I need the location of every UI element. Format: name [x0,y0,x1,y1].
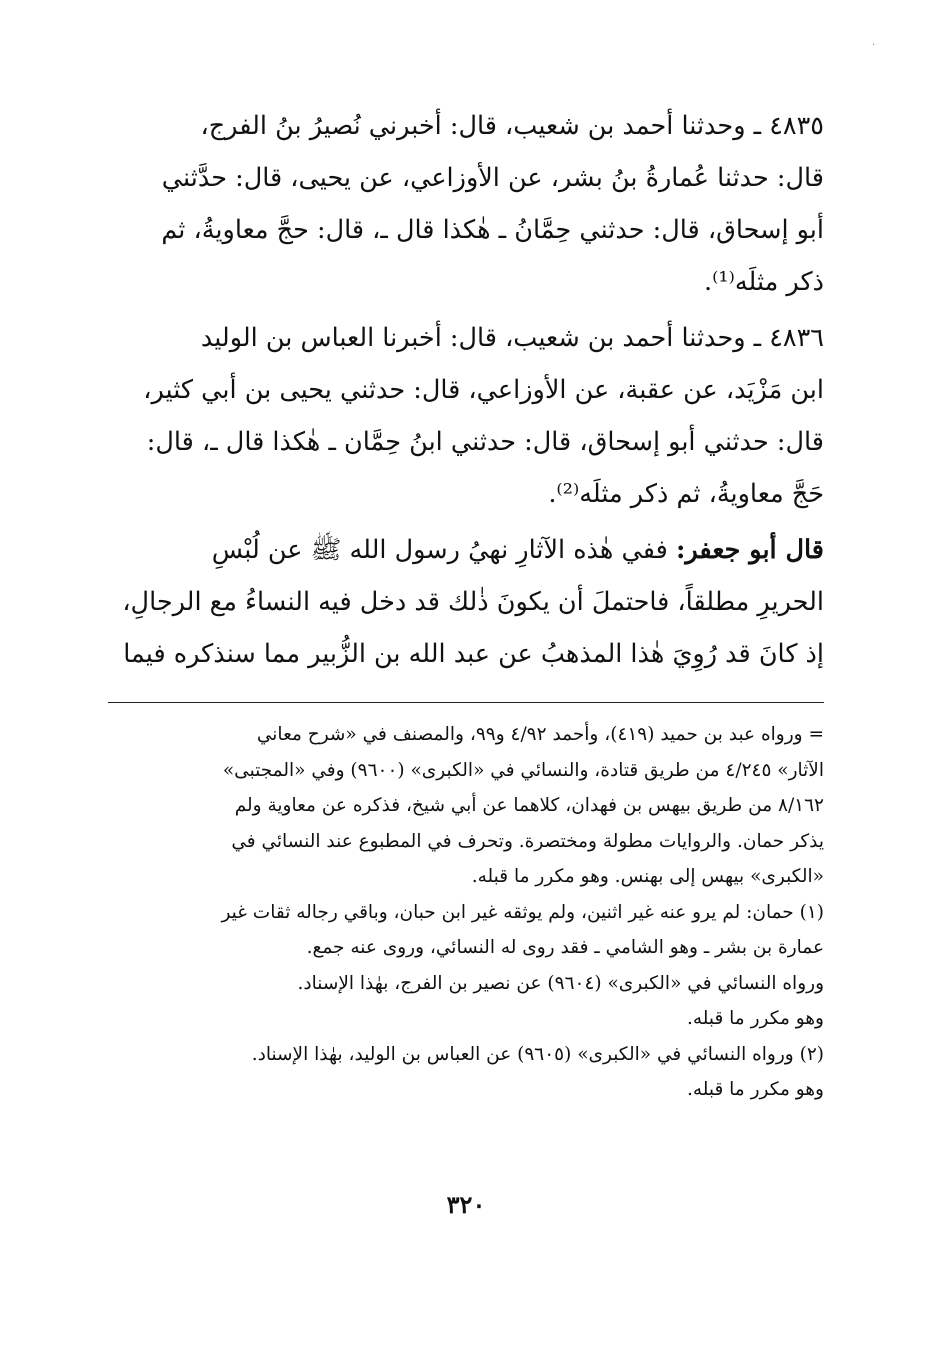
text-line: ٤٨٣٦ ـ وحدثنا أحمد بن شعيب، قال: أخبرنا العباس بن الوليد [200,323,824,353]
footnote-line: وهو مكرر ما قبله. [686,1079,824,1100]
author-lead: قال أبو جعفر: [675,535,824,565]
page-number: ٣٢٠ [446,1190,486,1219]
footnote-line: الآثار» ٤/٢٤٥ من طريق قتادة، والنسائي في «الكبرى» (٩٦٠٠) وفي «المجتبى» [222,759,824,781]
text-line: أبو إسحاق، قال: حدثني حِمَّانُ ـ هٰكذا قال ـ، قال: حجَّ معاويةُ، ثم [161,215,824,245]
footnote-line: = ورواه عبد بن حميد (٤١٩)، وأحمد ٤/٩٢ و٩٩، والمصنف في «شرح معاني [256,724,824,745]
footnotes [108,717,824,1108]
footnote-1 [108,895,824,1037]
main-text [108,100,824,680]
footnote-line: ٨/١٦٢ من طريق بيهس بن فهدان، كلاهما عن أبي شيخ، فذكره عن معاوية ولم [234,795,824,816]
footnote-line: (٢) ورواه النسائي في «الكبرى» (٩٦٠٥) عن العباس بن الوليد، بهٰذا الإسناد. [251,1043,824,1065]
footnote-line: عمارة بن بشر ـ وهو الشامي ـ فقد روى له النسائي، وروى عنه جمع. [306,937,824,958]
footnote-line: يذكر حمان. والروايات مطولة ومختصرة. وتحرف في المطبوع عند النسائي في [231,830,824,852]
text-line: الحريرِ مطلقاً، فاحتملَ أن يكونَ ذٰلك قد دخل فيه النساءُ مع الرجالِ، [122,587,824,617]
text-line: قال: حدثنا عُمارةُ بنُ بشر، عن الأوزاعي، عن يحيى، قال: حدَّثني [161,163,824,193]
corner-mark: · [872,40,876,51]
text-line: ابن مَزْيَد، عن عقبة، عن الأوزاعي، قال: حدثني يحيى بن أبي كثير، [143,375,824,405]
footnote-2 [108,1037,824,1108]
text-line: حَجَّ معاويةُ، ثم ذكر مثلَه⁽²⁾. [548,479,824,509]
page-body [108,100,824,1365]
text-line: ففي هٰذه الآثارِ نهيُ رسول الله ﷺ عن لُبْسِ [211,535,668,565]
hadith-4836 [108,312,824,520]
text-line: ٤٨٣٥ ـ وحدثنا أحمد بن شعيب، قال: أخبرني نُصيرُ بنُ الفرج، [200,111,824,141]
footnote-line: (١) حمان: لم يرو عنه غير اثنين، ولم يوثقه غير ابن حبان، وباقي رجاله ثقات غير [221,901,824,923]
commentary-paragraph [108,524,824,680]
text-line: ذكر مثلَه⁽¹⁾. [703,267,824,297]
footnote-continuation [108,717,824,895]
text-line: قال: حدثني أبو إسحاق، قال: حدثني ابنُ حِمَّان ـ هٰكذا قال ـ، قال: [146,427,824,457]
hadith-4835 [108,100,824,308]
footnote-line: «الكبرى» بيهس إلى بهنس. وهو مكرر ما قبله. [471,866,824,887]
footnote-line: ورواه النسائي في «الكبرى» (٩٦٠٤) عن نصير بن الفرج، بهٰذا الإسناد. [297,972,824,994]
footnote-line: وهو مكرر ما قبله. [686,1008,824,1029]
footnote-divider [108,702,824,703]
text-line: إذ كانَ قد رُوِيَ هٰذا المذهبُ عن عبد الله بن الزُّبير مما سنذكره فيما [123,639,824,669]
